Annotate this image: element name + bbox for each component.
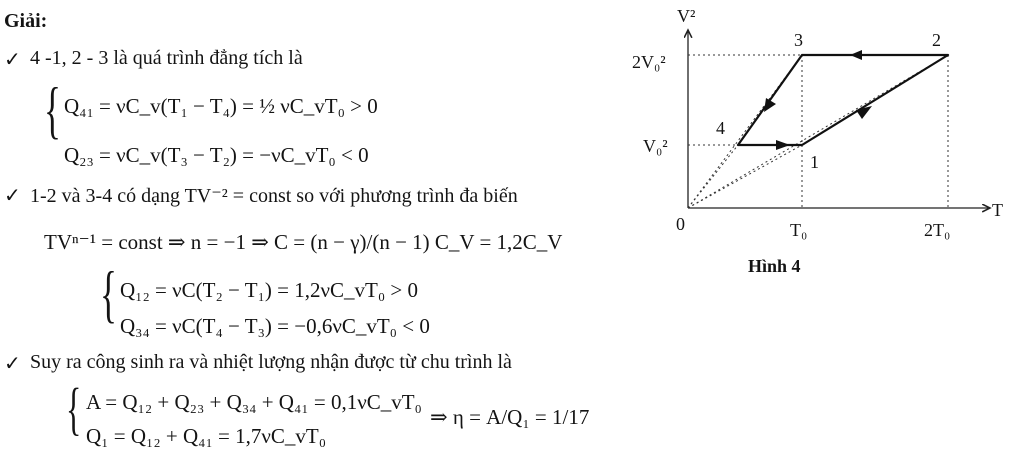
- left-brace-icon: {: [44, 74, 61, 145]
- step2-equation-polytropic: TVⁿ⁻¹ = const ⇒ n = −1 ⇒ C = (n − γ)/(n − 1) C_V = 1,2C_V: [44, 230, 563, 254]
- left-brace-icon: {: [100, 258, 117, 329]
- step1-equation-q23: Q₂₃ = νC_v(T₃ − T₂) = −νC_vT₀ < 0: [64, 143, 369, 167]
- point-label-3: 3: [794, 30, 803, 50]
- point-label-2: 2: [932, 30, 941, 50]
- origin-label: 0: [676, 214, 685, 234]
- step3-efficiency: ⇒ η = A/Q₁ = 1/17: [430, 405, 590, 429]
- checkmark-icon: ✓: [4, 185, 21, 207]
- step3-equation-heat: Q₁ = Q₁₂ + Q₄₁ = 1,7νC_vT₀: [86, 424, 327, 448]
- left-brace-icon: {: [66, 376, 82, 441]
- point-label-4: 4: [716, 118, 725, 138]
- checkmark-icon: ✓: [4, 353, 21, 375]
- y-tick-v0sq: V₀²: [643, 136, 668, 156]
- y-tick-2v0sq: 2V₀²: [632, 52, 666, 72]
- step1-equation-q41: Q₄₁ = νC_v(T₁ − T₄) = ½ νC_vT₀ > 0: [64, 94, 378, 118]
- solution-heading: Giải:: [4, 10, 48, 32]
- figure-caption: Hình 4: [748, 256, 801, 276]
- cycle-path: [738, 55, 948, 145]
- x-tick-t0: T₀: [790, 220, 808, 240]
- step3-equation-work: A = Q₁₂ + Q₂₃ + Q₃₄ + Q₄₁ = 0,1νC_vT₀: [86, 390, 422, 414]
- arrow-3-to-2-icon: [850, 50, 862, 60]
- checkmark-icon: ✓: [4, 49, 21, 71]
- step3-text: Suy ra công sinh ra và nhiệt lượng nhận được từ chu trình là: [30, 351, 512, 373]
- step2-equation-q34: Q₃₄ = νC(T₄ − T₃) = −0,6νC_vT₀ < 0: [120, 314, 430, 338]
- point-label-1: 1: [810, 152, 819, 172]
- x-axis-label: T: [992, 200, 1003, 220]
- step1-text: 4 -1, 2 - 3 là quá trình đẳng tích là: [30, 47, 303, 69]
- step2-equation-q12: Q₁₂ = νC(T₂ − T₁) = 1,2νC_vT₀ > 0: [120, 278, 418, 302]
- step2-text: 1-2 và 3-4 có dạng TV⁻² = const so với phương trình đa biến: [30, 185, 518, 207]
- arrow-4-to-1-icon: [776, 140, 790, 150]
- y-axis-label: V²: [677, 6, 696, 26]
- x-tick-2t0: 2T₀: [924, 220, 951, 240]
